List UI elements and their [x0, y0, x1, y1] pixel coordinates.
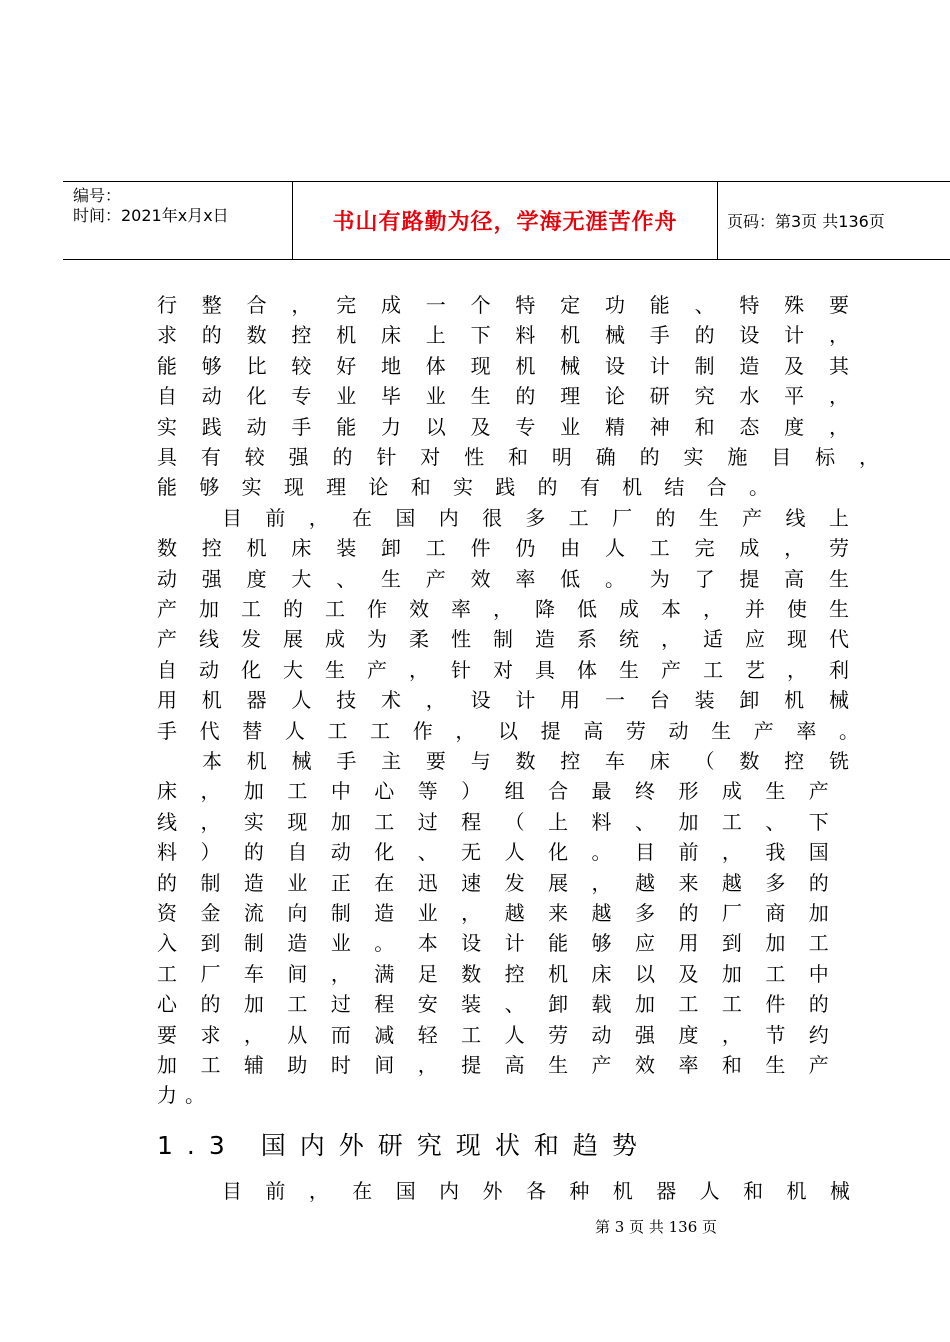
- paragraph-line: 自 动 化 专 业 毕 业 生 的 理 论 研 究 水 平 ，: [157, 384, 849, 409]
- paragraph-line: 线 ， 实 现 加 工 过 程 （ 上 料 、 加 工 、 下: [157, 809, 829, 834]
- section-heading: 1 . 3 国 内 外 研 究 现 状 和 趋 势: [157, 1131, 637, 1160]
- paragraph-line: 手 代 替 人 工 工 作 ， 以 提 高 劳 动 生 产 率 。: [157, 718, 859, 743]
- paragraph-line: 目 前 ， 在 国 内 外 各 种 机 器 人 和 机 械: [222, 1179, 850, 1203]
- paragraph-line: 的 制 造 业 正 在 迅 速 发 展 ， 越 来 越 多 的: [157, 870, 829, 895]
- paragraph-line: 本 机 械 手 主 要 与 数 控 车 床 （ 数 控 铣: [202, 749, 849, 773]
- paragraph-line: 求 的 数 控 机 床 上 下 料 机 械 手 的 设 计 ，: [157, 323, 849, 348]
- paragraph-line: 实 践 动 手 能 力 以 及 专 业 精 神 和 态 度 ，: [157, 414, 849, 439]
- paragraph-line: 能 够 实 现 理 论 和 实 践 的 有 机 结 合 。: [157, 475, 769, 500]
- paragraph-line: 行 整 合 ， 完 成 一 个 特 定 功 能 、 特 殊 要: [157, 293, 849, 317]
- paragraph-line: 产 加 工 的 工 作 效 率 ， 降 低 成 本 ， 并 使 生: [157, 597, 849, 621]
- header-meta: [73, 186, 229, 226]
- paragraph-line: 能 够 比 较 好 地 体 现 机 械 设 计 制 造 及 其: [157, 353, 849, 378]
- paragraph-line: 资 金 流 向 制 造 业 ， 越 来 越 多 的 厂 商 加: [157, 901, 829, 925]
- paragraph-line: 心 的 加 工 过 程 安 装 、 卸 载 加 工 工 件 的: [157, 992, 829, 1017]
- paragraph-line: 目 前 ， 在 国 内 很 多 工 厂 的 生 产 线 上: [222, 505, 849, 530]
- paragraph-line: 入 到 制 造 业 。 本 设 计 能 够 应 用 到 加 工: [157, 931, 829, 956]
- header-page-number: 页码：第3页 共136页: [727, 212, 885, 231]
- paragraph-line: 具 有 较 强 的 针 对 性 和 明 确 的 实 施 目 标 ，: [157, 445, 879, 469]
- paragraph-line: 工 厂 车 间 ， 满 足 数 控 机 床 以 及 加 工 中: [157, 961, 829, 986]
- paragraph-line: 用 机 器 人 技 术 ， 设 计 用 一 台 装 卸 机 械: [157, 688, 849, 713]
- paragraph-line: 自 动 化 大 生 产 ， 针 对 具 体 生 产 工 艺 ， 利: [157, 657, 849, 682]
- paragraph-line: 要 求 ， 从 而 减 轻 工 人 劳 动 强 度 ， 节 约: [157, 1022, 829, 1047]
- header-motto: 书山有路勤为径，学海无涯苦作舟: [332, 210, 678, 235]
- page-footer: 第 3 页 共 136 页: [595, 1218, 718, 1236]
- paragraph-line: 力 。: [157, 1083, 205, 1108]
- document-header: [63, 181, 950, 260]
- header-divider-right: [717, 182, 718, 259]
- paragraph-line: 动 强 度 大 、 生 产 效 率 低 。 为 了 提 高 生: [157, 566, 849, 591]
- paragraph-line: 加 工 辅 助 时 间 ， 提 高 生 产 效 率 和 生 产: [157, 1053, 829, 1077]
- paragraph-line: 料 ） 的 自 动 化 、 无 人 化 。 目 前 ， 我 国: [157, 840, 829, 865]
- header-date: 时间：2021年x月x日: [73, 206, 229, 225]
- paragraph-line: 床 ， 加 工 中 心 等 ） 组 合 最 终 形 成 生 产: [157, 779, 829, 804]
- paragraph-line: 数 控 机 床 装 卸 工 件 仍 由 人 工 完 成 ， 劳: [157, 536, 849, 561]
- header-serial-label: 编号：: [73, 186, 122, 205]
- paragraph-line: 产 线 发 展 成 为 柔 性 制 造 系 统 ， 适 应 现 代: [157, 627, 849, 652]
